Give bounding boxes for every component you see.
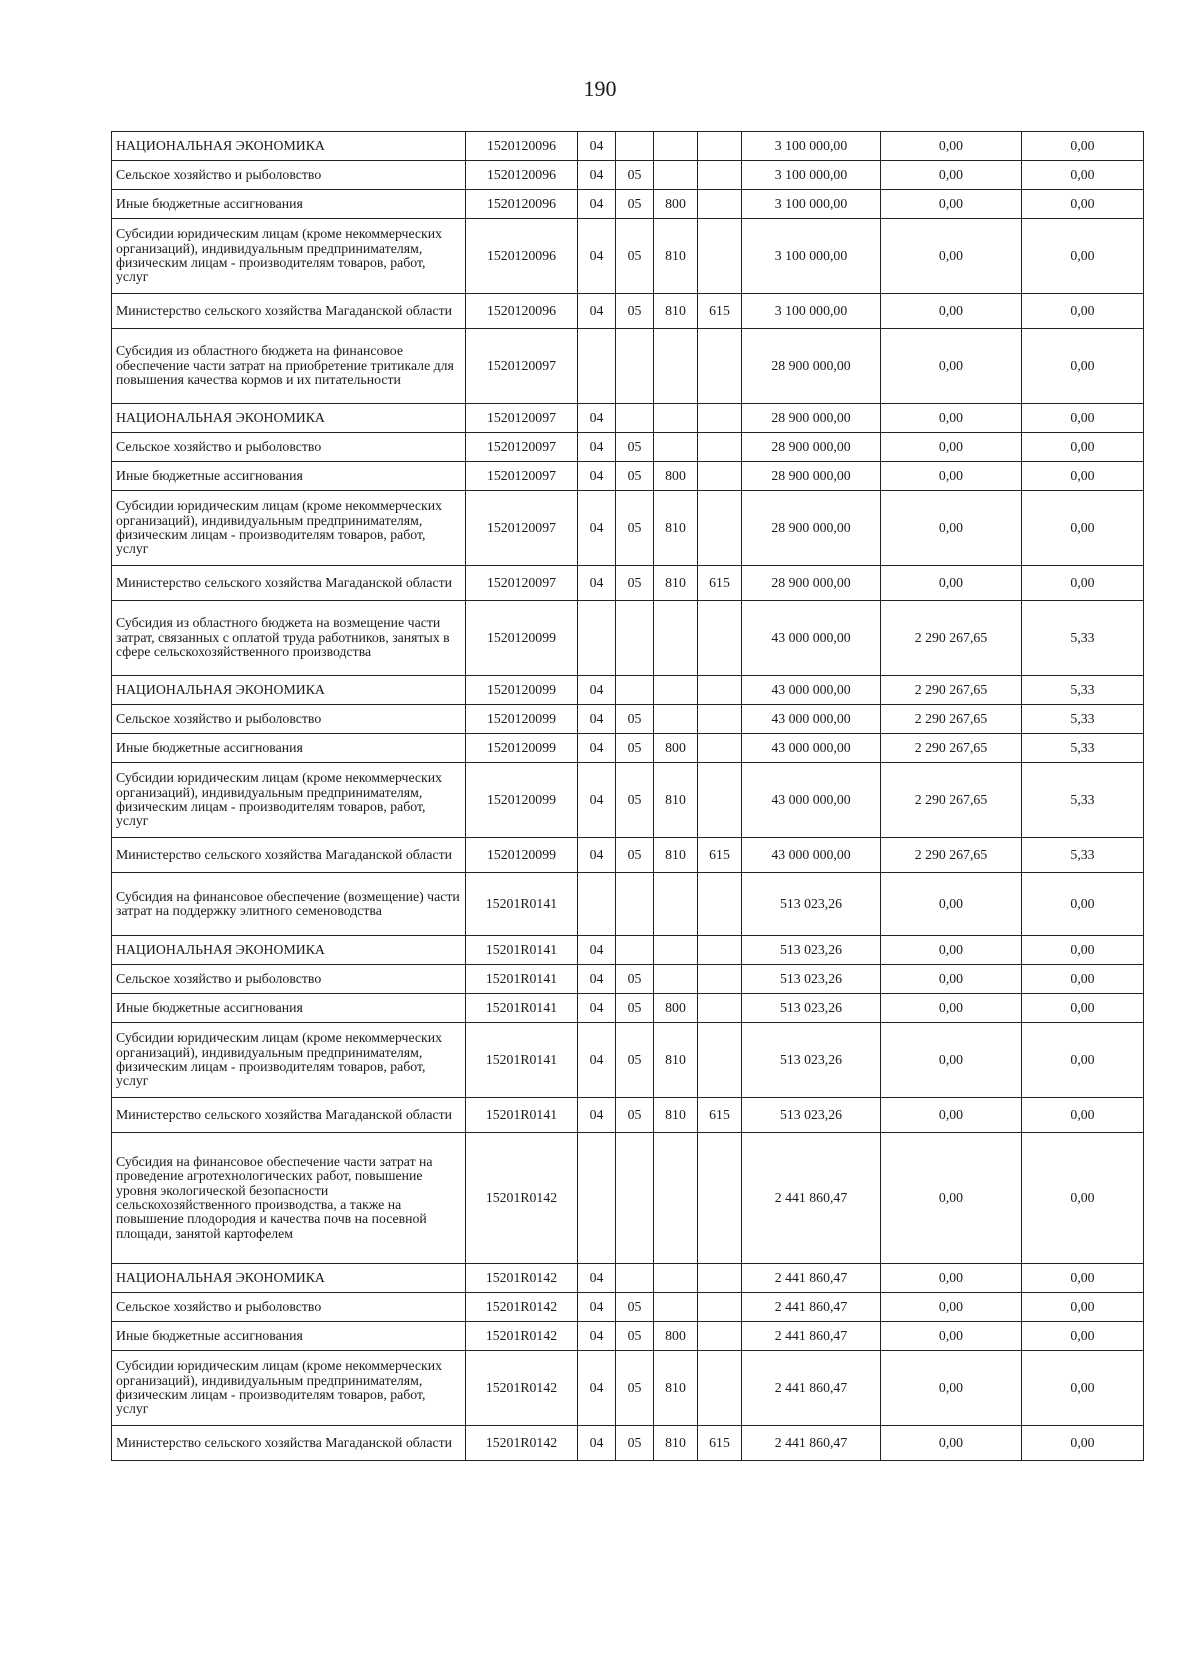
cell-subsection-code: 05	[616, 1322, 654, 1351]
cell-target-code: 1520120099	[466, 676, 578, 705]
cell-row-name: Министерство сельского хозяйства Магаданской области	[112, 1426, 466, 1461]
cell-execution-percent: 0,00	[1022, 994, 1144, 1023]
cell-section-code: 04	[578, 462, 616, 491]
cell-execution-percent: 0,00	[1022, 965, 1144, 994]
table-row	[112, 734, 1144, 763]
cell-ministry-code: 615	[698, 566, 742, 601]
cell-expense-type	[654, 132, 698, 161]
table-row	[112, 433, 1144, 462]
cell-expense-type	[654, 601, 698, 676]
table-row	[112, 676, 1144, 705]
cell-execution-percent: 0,00	[1022, 936, 1144, 965]
cell-executed-amount: 0,00	[881, 936, 1022, 965]
cell-subsection-code: 05	[616, 1351, 654, 1426]
cell-executed-amount: 0,00	[881, 462, 1022, 491]
cell-section-code: 04	[578, 433, 616, 462]
cell-ministry-code	[698, 1351, 742, 1426]
cell-ministry-code	[698, 1322, 742, 1351]
cell-expense-type	[654, 404, 698, 433]
cell-executed-amount: 2 290 267,65	[881, 734, 1022, 763]
cell-expense-type	[654, 936, 698, 965]
cell-approved-amount: 28 900 000,00	[742, 491, 881, 566]
cell-executed-amount: 0,00	[881, 1023, 1022, 1098]
cell-approved-amount: 2 441 860,47	[742, 1351, 881, 1426]
cell-ministry-code: 615	[698, 294, 742, 329]
cell-section-code	[578, 873, 616, 936]
cell-approved-amount: 28 900 000,00	[742, 433, 881, 462]
table-row	[112, 404, 1144, 433]
cell-target-code: 15201R0142	[466, 1426, 578, 1461]
cell-expense-type: 810	[654, 1351, 698, 1426]
cell-target-code: 15201R0142	[466, 1322, 578, 1351]
cell-executed-amount: 2 290 267,65	[881, 763, 1022, 838]
cell-execution-percent: 5,33	[1022, 705, 1144, 734]
cell-ministry-code	[698, 132, 742, 161]
cell-expense-type	[654, 329, 698, 404]
cell-subsection-code: 05	[616, 734, 654, 763]
cell-expense-type: 800	[654, 734, 698, 763]
cell-row-name: Сельское хозяйство и рыболовство	[112, 433, 466, 462]
cell-section-code: 04	[578, 763, 616, 838]
cell-executed-amount: 0,00	[881, 965, 1022, 994]
cell-row-name: Субсидии юридическим лицам (кроме некоммерческих организаций), индивидуальным предпринимателям, физическим лицам - производителям товаров, работ, услуг	[112, 763, 466, 838]
cell-approved-amount: 43 000 000,00	[742, 601, 881, 676]
cell-execution-percent: 5,33	[1022, 734, 1144, 763]
cell-executed-amount: 0,00	[881, 329, 1022, 404]
cell-section-code: 04	[578, 705, 616, 734]
cell-approved-amount: 28 900 000,00	[742, 404, 881, 433]
cell-row-name: Субсидии юридическим лицам (кроме некоммерческих организаций), индивидуальным предпринимателям, физическим лицам - производителям товаров, работ, услуг	[112, 219, 466, 294]
cell-section-code: 04	[578, 1426, 616, 1461]
cell-row-name: Субсидия на финансовое обеспечение (возмещение) части затрат на поддержку элитного семеноводства	[112, 873, 466, 936]
cell-target-code: 1520120099	[466, 705, 578, 734]
table-row	[112, 936, 1144, 965]
cell-executed-amount: 0,00	[881, 994, 1022, 1023]
table-body	[112, 132, 1144, 1461]
cell-subsection-code	[616, 936, 654, 965]
cell-row-name: НАЦИОНАЛЬНАЯ ЭКОНОМИКА	[112, 404, 466, 433]
cell-expense-type: 810	[654, 491, 698, 566]
cell-execution-percent: 0,00	[1022, 190, 1144, 219]
cell-section-code: 04	[578, 936, 616, 965]
cell-expense-type	[654, 873, 698, 936]
cell-subsection-code	[616, 873, 654, 936]
cell-execution-percent: 0,00	[1022, 219, 1144, 294]
cell-ministry-code	[698, 491, 742, 566]
cell-subsection-code: 05	[616, 294, 654, 329]
cell-section-code: 04	[578, 491, 616, 566]
cell-execution-percent: 0,00	[1022, 433, 1144, 462]
cell-row-name: НАЦИОНАЛЬНАЯ ЭКОНОМИКА	[112, 1264, 466, 1293]
cell-subsection-code: 05	[616, 161, 654, 190]
table-row	[112, 190, 1144, 219]
table-row	[112, 601, 1144, 676]
table-row	[112, 1264, 1144, 1293]
cell-subsection-code: 05	[616, 566, 654, 601]
cell-target-code: 1520120097	[466, 433, 578, 462]
cell-execution-percent: 5,33	[1022, 763, 1144, 838]
cell-section-code: 04	[578, 838, 616, 873]
table-row	[112, 838, 1144, 873]
table-row	[112, 1351, 1144, 1426]
cell-approved-amount: 513 023,26	[742, 936, 881, 965]
table-row	[112, 566, 1144, 601]
cell-target-code: 1520120097	[466, 491, 578, 566]
cell-row-name: Субсидия на финансовое обеспечение части затрат на проведение агротехнологических работ, повышение уровня экологической безопасности сельскохозяйственного производства, а также на повышение плодородия и качества почв на посевной площади, занятой картофелем	[112, 1133, 466, 1264]
cell-section-code: 04	[578, 1023, 616, 1098]
cell-execution-percent: 5,33	[1022, 676, 1144, 705]
cell-section-code: 04	[578, 190, 616, 219]
cell-expense-type	[654, 433, 698, 462]
cell-subsection-code	[616, 132, 654, 161]
cell-approved-amount: 513 023,26	[742, 1098, 881, 1133]
cell-row-name: Иные бюджетные ассигнования	[112, 190, 466, 219]
cell-row-name: НАЦИОНАЛЬНАЯ ЭКОНОМИКА	[112, 132, 466, 161]
cell-expense-type: 800	[654, 1322, 698, 1351]
cell-approved-amount: 3 100 000,00	[742, 294, 881, 329]
cell-ministry-code	[698, 676, 742, 705]
cell-row-name: Министерство сельского хозяйства Магаданской области	[112, 838, 466, 873]
cell-executed-amount: 2 290 267,65	[881, 676, 1022, 705]
cell-approved-amount: 2 441 860,47	[742, 1133, 881, 1264]
cell-target-code: 15201R0142	[466, 1351, 578, 1426]
cell-approved-amount: 2 441 860,47	[742, 1322, 881, 1351]
table-row	[112, 491, 1144, 566]
cell-approved-amount: 28 900 000,00	[742, 462, 881, 491]
table-row	[112, 294, 1144, 329]
cell-subsection-code: 05	[616, 994, 654, 1023]
cell-ministry-code	[698, 705, 742, 734]
cell-executed-amount: 0,00	[881, 1322, 1022, 1351]
cell-target-code: 1520120096	[466, 132, 578, 161]
cell-subsection-code	[616, 404, 654, 433]
cell-section-code	[578, 1133, 616, 1264]
table-row	[112, 1133, 1144, 1264]
cell-row-name: Министерство сельского хозяйства Магаданской области	[112, 1098, 466, 1133]
cell-ministry-code	[698, 873, 742, 936]
cell-execution-percent: 0,00	[1022, 1098, 1144, 1133]
cell-section-code: 04	[578, 1351, 616, 1426]
cell-execution-percent: 5,33	[1022, 601, 1144, 676]
cell-executed-amount: 0,00	[881, 1133, 1022, 1264]
cell-target-code: 15201R0141	[466, 965, 578, 994]
table-row	[112, 1293, 1144, 1322]
cell-section-code: 04	[578, 294, 616, 329]
table-row	[112, 1023, 1144, 1098]
cell-execution-percent: 5,33	[1022, 838, 1144, 873]
cell-executed-amount: 0,00	[881, 566, 1022, 601]
cell-ministry-code	[698, 763, 742, 838]
cell-section-code: 04	[578, 219, 616, 294]
cell-executed-amount: 0,00	[881, 1293, 1022, 1322]
cell-executed-amount: 0,00	[881, 294, 1022, 329]
cell-target-code: 15201R0142	[466, 1293, 578, 1322]
cell-approved-amount: 513 023,26	[742, 1023, 881, 1098]
cell-approved-amount: 3 100 000,00	[742, 132, 881, 161]
cell-approved-amount: 43 000 000,00	[742, 763, 881, 838]
cell-expense-type: 810	[654, 1426, 698, 1461]
cell-approved-amount: 513 023,26	[742, 873, 881, 936]
cell-subsection-code	[616, 1264, 654, 1293]
cell-ministry-code	[698, 404, 742, 433]
cell-subsection-code: 05	[616, 219, 654, 294]
cell-execution-percent: 0,00	[1022, 161, 1144, 190]
cell-row-name: Министерство сельского хозяйства Магаданской области	[112, 566, 466, 601]
cell-row-name: Иные бюджетные ассигнования	[112, 1322, 466, 1351]
cell-subsection-code	[616, 329, 654, 404]
cell-ministry-code	[698, 190, 742, 219]
cell-execution-percent: 0,00	[1022, 404, 1144, 433]
cell-expense-type	[654, 1293, 698, 1322]
table-row	[112, 219, 1144, 294]
cell-target-code: 1520120099	[466, 601, 578, 676]
cell-expense-type	[654, 705, 698, 734]
cell-subsection-code: 05	[616, 965, 654, 994]
cell-approved-amount: 28 900 000,00	[742, 329, 881, 404]
cell-section-code: 04	[578, 1293, 616, 1322]
cell-subsection-code: 05	[616, 1293, 654, 1322]
cell-target-code: 1520120096	[466, 161, 578, 190]
cell-expense-type	[654, 965, 698, 994]
cell-ministry-code	[698, 1293, 742, 1322]
cell-target-code: 15201R0141	[466, 1023, 578, 1098]
cell-executed-amount: 2 290 267,65	[881, 601, 1022, 676]
cell-expense-type	[654, 1133, 698, 1264]
cell-approved-amount: 3 100 000,00	[742, 161, 881, 190]
table-row	[112, 705, 1144, 734]
cell-subsection-code: 05	[616, 838, 654, 873]
cell-executed-amount: 0,00	[881, 1264, 1022, 1293]
cell-execution-percent: 0,00	[1022, 1133, 1144, 1264]
cell-section-code: 04	[578, 1322, 616, 1351]
table-row	[112, 161, 1144, 190]
cell-row-name: Субсидии юридическим лицам (кроме некоммерческих организаций), индивидуальным предпринимателям, физическим лицам - производителям товаров, работ, услуг	[112, 1023, 466, 1098]
cell-approved-amount: 513 023,26	[742, 965, 881, 994]
cell-ministry-code: 615	[698, 838, 742, 873]
cell-executed-amount: 0,00	[881, 161, 1022, 190]
cell-target-code: 15201R0141	[466, 873, 578, 936]
cell-subsection-code: 05	[616, 1023, 654, 1098]
cell-approved-amount: 2 441 860,47	[742, 1293, 881, 1322]
cell-row-name: Субсидия из областного бюджета на возмещение части затрат, связанных с оплатой труда работников, занятых в сфере сельскохозяйственного производства	[112, 601, 466, 676]
cell-ministry-code	[698, 601, 742, 676]
cell-approved-amount: 3 100 000,00	[742, 219, 881, 294]
cell-execution-percent: 0,00	[1022, 1293, 1144, 1322]
cell-ministry-code	[698, 462, 742, 491]
cell-ministry-code	[698, 1264, 742, 1293]
cell-expense-type	[654, 676, 698, 705]
cell-row-name: Субсидия из областного бюджета на финансовое обеспечение части затрат на приобретение тритикале для повышения качества кормов и их питательности	[112, 329, 466, 404]
cell-target-code: 15201R0142	[466, 1133, 578, 1264]
cell-target-code: 1520120097	[466, 462, 578, 491]
cell-expense-type: 810	[654, 838, 698, 873]
cell-subsection-code	[616, 1133, 654, 1264]
cell-expense-type: 800	[654, 462, 698, 491]
cell-ministry-code	[698, 161, 742, 190]
cell-subsection-code	[616, 676, 654, 705]
cell-execution-percent: 0,00	[1022, 1023, 1144, 1098]
cell-subsection-code: 05	[616, 705, 654, 734]
cell-target-code: 1520120097	[466, 566, 578, 601]
cell-execution-percent: 0,00	[1022, 329, 1144, 404]
cell-approved-amount: 43 000 000,00	[742, 705, 881, 734]
cell-expense-type: 810	[654, 763, 698, 838]
cell-subsection-code: 05	[616, 190, 654, 219]
cell-section-code: 04	[578, 676, 616, 705]
cell-expense-type: 810	[654, 294, 698, 329]
cell-subsection-code: 05	[616, 491, 654, 566]
cell-section-code: 04	[578, 1098, 616, 1133]
cell-executed-amount: 0,00	[881, 190, 1022, 219]
cell-execution-percent: 0,00	[1022, 1264, 1144, 1293]
cell-row-name: Иные бюджетные ассигнования	[112, 462, 466, 491]
cell-approved-amount: 43 000 000,00	[742, 838, 881, 873]
cell-ministry-code	[698, 734, 742, 763]
table-row	[112, 965, 1144, 994]
cell-row-name: НАЦИОНАЛЬНАЯ ЭКОНОМИКА	[112, 936, 466, 965]
table-row	[112, 763, 1144, 838]
cell-target-code: 1520120096	[466, 294, 578, 329]
table-row	[112, 462, 1144, 491]
cell-row-name: НАЦИОНАЛЬНАЯ ЭКОНОМИКА	[112, 676, 466, 705]
cell-approved-amount: 28 900 000,00	[742, 566, 881, 601]
cell-target-code: 1520120099	[466, 734, 578, 763]
cell-section-code: 04	[578, 404, 616, 433]
cell-expense-type: 810	[654, 566, 698, 601]
budget-table	[111, 131, 1144, 1461]
cell-subsection-code	[616, 601, 654, 676]
cell-executed-amount: 0,00	[881, 1351, 1022, 1426]
cell-ministry-code: 615	[698, 1098, 742, 1133]
cell-expense-type: 800	[654, 190, 698, 219]
cell-row-name: Иные бюджетные ассигнования	[112, 994, 466, 1023]
cell-approved-amount: 3 100 000,00	[742, 190, 881, 219]
cell-execution-percent: 0,00	[1022, 462, 1144, 491]
table-row	[112, 1426, 1144, 1461]
cell-target-code: 15201R0141	[466, 936, 578, 965]
table-row	[112, 994, 1144, 1023]
cell-approved-amount: 43 000 000,00	[742, 734, 881, 763]
cell-subsection-code: 05	[616, 462, 654, 491]
table-row	[112, 329, 1144, 404]
cell-ministry-code	[698, 1133, 742, 1264]
cell-target-code: 1520120097	[466, 404, 578, 433]
cell-execution-percent: 0,00	[1022, 491, 1144, 566]
cell-section-code	[578, 329, 616, 404]
cell-executed-amount: 0,00	[881, 873, 1022, 936]
cell-ministry-code	[698, 965, 742, 994]
cell-target-code: 1520120097	[466, 329, 578, 404]
table-row	[112, 1098, 1144, 1133]
cell-execution-percent: 0,00	[1022, 1426, 1144, 1461]
cell-approved-amount: 43 000 000,00	[742, 676, 881, 705]
cell-ministry-code	[698, 433, 742, 462]
cell-target-code: 15201R0141	[466, 994, 578, 1023]
cell-row-name: Сельское хозяйство и рыболовство	[112, 161, 466, 190]
cell-subsection-code: 05	[616, 763, 654, 838]
cell-approved-amount: 513 023,26	[742, 994, 881, 1023]
cell-target-code: 1520120096	[466, 219, 578, 294]
cell-section-code: 04	[578, 1264, 616, 1293]
cell-execution-percent: 0,00	[1022, 132, 1144, 161]
cell-execution-percent: 0,00	[1022, 566, 1144, 601]
cell-target-code: 1520120099	[466, 838, 578, 873]
cell-executed-amount: 0,00	[881, 1098, 1022, 1133]
table-row	[112, 1322, 1144, 1351]
cell-row-name: Субсидии юридическим лицам (кроме некоммерческих организаций), индивидуальным предпринимателям, физическим лицам - производителям товаров, работ, услуг	[112, 1351, 466, 1426]
cell-row-name: Иные бюджетные ассигнования	[112, 734, 466, 763]
cell-executed-amount: 0,00	[881, 433, 1022, 462]
cell-row-name: Сельское хозяйство и рыболовство	[112, 705, 466, 734]
cell-target-code: 15201R0142	[466, 1264, 578, 1293]
page-number: 190	[583, 76, 617, 101]
cell-execution-percent: 0,00	[1022, 1351, 1144, 1426]
cell-row-name: Министерство сельского хозяйства Магаданской области	[112, 294, 466, 329]
cell-expense-type: 800	[654, 994, 698, 1023]
cell-section-code: 04	[578, 965, 616, 994]
cell-approved-amount: 2 441 860,47	[742, 1426, 881, 1461]
cell-executed-amount: 0,00	[881, 219, 1022, 294]
cell-execution-percent: 0,00	[1022, 1322, 1144, 1351]
cell-expense-type: 810	[654, 219, 698, 294]
cell-target-code: 1520120099	[466, 763, 578, 838]
cell-executed-amount: 2 290 267,65	[881, 838, 1022, 873]
table-row	[112, 873, 1144, 936]
cell-section-code	[578, 601, 616, 676]
table-row	[112, 132, 1144, 161]
cell-target-code: 15201R0141	[466, 1098, 578, 1133]
cell-ministry-code: 615	[698, 1426, 742, 1461]
cell-ministry-code	[698, 219, 742, 294]
cell-ministry-code	[698, 1023, 742, 1098]
cell-ministry-code	[698, 936, 742, 965]
cell-section-code: 04	[578, 566, 616, 601]
cell-expense-type: 810	[654, 1098, 698, 1133]
cell-execution-percent: 0,00	[1022, 294, 1144, 329]
cell-executed-amount: 0,00	[881, 491, 1022, 566]
cell-target-code: 1520120096	[466, 190, 578, 219]
cell-approved-amount: 2 441 860,47	[742, 1264, 881, 1293]
cell-expense-type: 810	[654, 1023, 698, 1098]
cell-row-name: Сельское хозяйство и рыболовство	[112, 1293, 466, 1322]
cell-section-code: 04	[578, 994, 616, 1023]
cell-ministry-code	[698, 329, 742, 404]
cell-subsection-code: 05	[616, 433, 654, 462]
cell-row-name: Сельское хозяйство и рыболовство	[112, 965, 466, 994]
cell-ministry-code	[698, 994, 742, 1023]
cell-subsection-code: 05	[616, 1426, 654, 1461]
cell-section-code: 04	[578, 734, 616, 763]
cell-executed-amount: 0,00	[881, 1426, 1022, 1461]
cell-subsection-code: 05	[616, 1098, 654, 1133]
cell-executed-amount: 0,00	[881, 132, 1022, 161]
cell-execution-percent: 0,00	[1022, 873, 1144, 936]
cell-section-code: 04	[578, 161, 616, 190]
cell-expense-type	[654, 161, 698, 190]
cell-section-code: 04	[578, 132, 616, 161]
cell-expense-type	[654, 1264, 698, 1293]
cell-row-name: Субсидии юридическим лицам (кроме некоммерческих организаций), индивидуальным предпринимателям, физическим лицам - производителям товаров, работ, услуг	[112, 491, 466, 566]
cell-executed-amount: 0,00	[881, 404, 1022, 433]
cell-executed-amount: 2 290 267,65	[881, 705, 1022, 734]
